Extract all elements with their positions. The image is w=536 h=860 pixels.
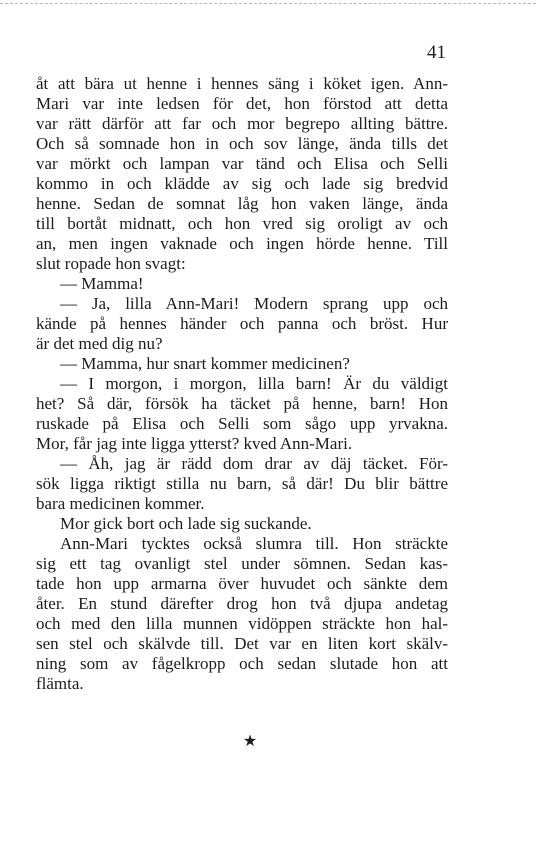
text-line: kommo in och klädde av sig och lade sig bredvid: [36, 174, 448, 193]
page-number: 41: [427, 42, 446, 63]
text-line: Ann-Mari tycktes också slumra till. Hon sträckte: [60, 534, 448, 553]
text-line: sök ligga riktigt stilla nu barn, så där! Du blir bättre: [36, 474, 448, 493]
text-line: åter. En stund därefter drog hon två djupa andetag: [36, 594, 448, 613]
text-line: — Ja, lilla Ann-Mari! Modern sprang upp och: [60, 294, 448, 313]
text-line: het? Så där, försök ha täcket på henne, barn! Hon: [36, 394, 448, 413]
text-line: och med den lilla munnen vidöppen sträckte hon hal-: [36, 614, 448, 633]
text-line: sen stel och skälvde till. Det var en liten kort skälv-: [36, 634, 448, 653]
text-line: kände på hennes händer och panna och bröst. Hur: [36, 314, 448, 333]
text-line: Mari var inte ledsen för det, hon förstod att detta: [36, 94, 448, 113]
text-line: — Åh, jag är rädd dom drar av däj täcket. För-: [60, 454, 448, 473]
text-line: slut ropade hon svagt:: [36, 254, 186, 273]
text-line: var mörkt och lampan var tänd och Elisa och Selli: [36, 154, 448, 173]
text-line: till bortåt midnatt, och hon vred sig oroligt av och: [36, 214, 448, 233]
text-line: ning som av fågelkropp och sedan slutade hon att: [36, 654, 448, 673]
text-line: åt att bära ut henne i hennes säng i köket igen. Ann-: [36, 74, 448, 93]
text-line: — Mamma, hur snart kommer medicinen?: [60, 354, 350, 373]
text-line: flämta.: [36, 674, 84, 693]
text-line: — I morgon, i morgon, lilla barn! Är du väldigt: [60, 374, 448, 393]
text-line: Och så somnade hon in och sov länge, ända tills det: [36, 134, 448, 153]
text-line: ruskade på Elisa och Selli som sågo upp yrvakna.: [36, 414, 448, 433]
text-line: an, men ingen vaknade och ingen hörde henne. Till: [36, 234, 448, 253]
text-line: var rätt därför att far och mor begrepo allting bättre.: [36, 114, 448, 133]
text-line: sig ett tag ovanligt stel under sömnen. Sedan kas-: [36, 554, 448, 573]
scan-edge-rule: [0, 3, 536, 4]
text-line: henne. Sedan de somnat låg hon vaken länge, ända: [36, 194, 448, 213]
star-ornament-icon: ★: [242, 733, 258, 750]
text-line: Mor gick bort och lade sig suckande.: [60, 514, 312, 533]
text-line: — Mamma!: [60, 274, 144, 293]
text-line: tade hon upp armarna över huvudet och sänkte dem: [36, 574, 448, 593]
text-line: är det med dig nu?: [36, 334, 163, 353]
body-text: [36, 74, 448, 694]
text-line: bara medicinen kommer.: [36, 494, 205, 513]
text-line: Mor, får jag inte ligga ytterst? kved Ann-Mari.: [36, 434, 353, 453]
